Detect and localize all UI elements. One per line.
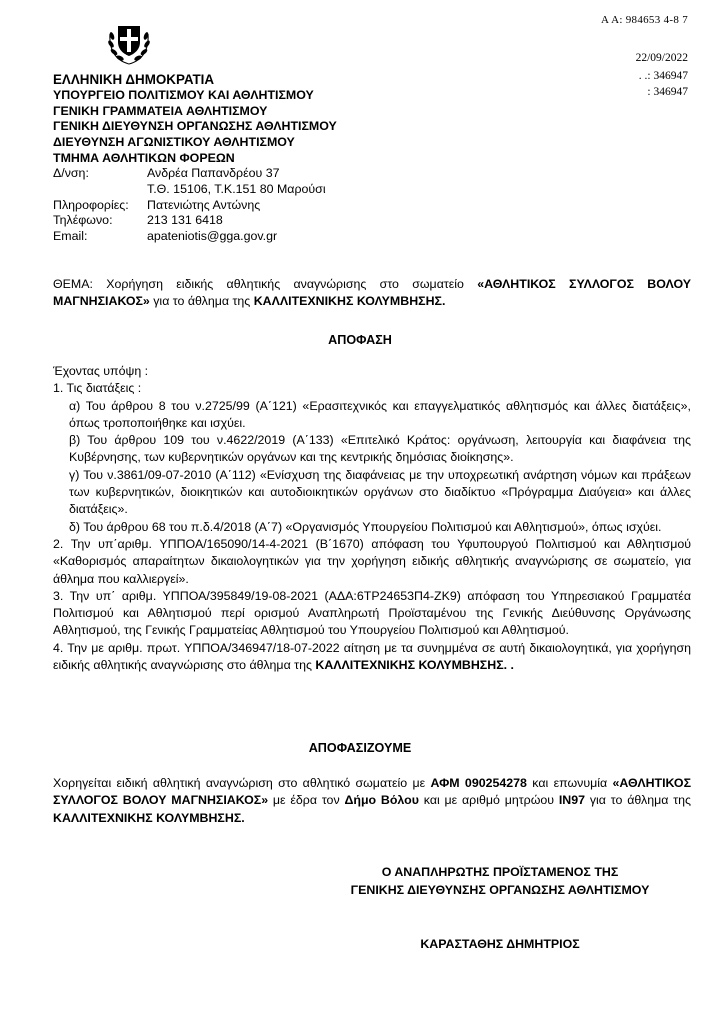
- signatory-name: ΚΑΡΑΣΤΑΘΗΣ ΔΗΜΗΤΡΙΟΣ: [420, 937, 580, 951]
- decision-paragraph: Χορηγείται ειδική αθλητική αναγνώριση στο αθλητικό σωματείο με ΑΦΜ 090254278 και επωνυμία «ΑΘΛΗΤΙΚΟΣ ΣΥΛΛΟΓΟΣ ΒΟΛΟΥ ΜΑΓΝΗΣΙΑΚΟΣ» με έδρα τον Δήμο Βόλου και με αριθμό μητρώου ΙΝ97 για το άθλημα της ΚΑΛΛΙΤΕΧΝΙΚΗΣ ΚΟΛΥΜΒΗΣΗΣ.: [53, 776, 692, 825]
- item-1-title: 1. Τις διατάξεις :: [53, 381, 142, 396]
- greek-coat-of-arms-emblem: [106, 18, 152, 66]
- item-2: 2. Την υπ΄αριθμ. ΥΠΠΟΑ/165090/14-4-2021 (Β΄1670) απόφαση του Υφυπουργού Πολιτισμού και Αθλητισμού «Καθορισμός απαραίτητων δικαιολογητικών για την χορήγηση ειδικής αθλητικής αναγνώρισης σε σωματείο, για άθλημα που καλλιεργεί».: [53, 536, 691, 586]
- club-name: «ΑΘΛΗΤΙΚΟΣ ΣΥΛΛΟΓΟΣ ΒΟΛΟΥ ΜΑΓΝΗΣΙΑΚΟΣ»: [53, 776, 692, 808]
- phone-label: Τηλέφωνο:: [53, 213, 113, 228]
- sport-name: ΚΑΛΛΙΤΕΧΝΙΚΗΣ ΚΟΛΥΜΒΗΣΗΣ.: [53, 810, 245, 825]
- item-1c: γ) Του ν.3861/09-07-2010 (Α΄112) «Ενίσχυση της διαφάνειας με την υποχρεωτική ανάρτηση νόμων και πράξεων των κυβερνητικών, διοικητικών και αυτοδιοικητικών οργάνων στο διαδίκτυο «Πρόγραμμα Διαύγεια» και άλλες διατάξεις».: [69, 467, 691, 517]
- info-label: Πληροφορίες:: [53, 197, 129, 212]
- letterhead-line: ΤΜΗΜΑ ΑΘΛΗΤΙΚΩΝ ΦΟΡΕΩΝ: [53, 150, 235, 165]
- address-line: Ανδρέα Παπανδρέου 37: [147, 166, 280, 180]
- email-link[interactable]: apateniotis@gga.gov.gr: [147, 229, 278, 244]
- protocol-number-line: Α Α: 984653 4-8 7: [601, 14, 688, 26]
- letterhead-line: ΔΙΕΥΘΥΝΣΗ ΑΓΩΝΙΣΤΙΚΟΥ ΑΘΛΗΤΙΣΜΟΥ: [53, 135, 295, 150]
- item-1d: δ) Του άρθρου 68 του π.δ.4/2018 (Α΄7) «Οργανισμός Υπουργείου Πολιτισμού και Αθλητισμού», όπως ισχύει.: [69, 519, 662, 534]
- afm-value: ΑΦΜ 090254278: [430, 776, 527, 790]
- signature-block: [330, 864, 670, 899]
- address-label: Δ/νση:: [53, 166, 89, 180]
- signatory-title: ΓΕΝΙΚΗΣ ΔΙΕΥΘΥΝΣΗΣ ΟΡΓΑΝΩΣΗΣ ΑΘΛΗΤΙΣΜΟΥ: [350, 882, 650, 897]
- phone-value: 213 131 6418: [147, 213, 223, 228]
- decision-heading: ΑΠΟΦΑΣΗ: [328, 333, 392, 347]
- document-date: 22/09/2022: [635, 52, 688, 64]
- item-3: 3. Την υπ΄ αριθμ. ΥΠΠΟΑ/395849/19-08-2021 (ΑΔΑ:6ΤΡ24653Π4-ΖΚ9) απόφαση του Υπηρεσιακού Γραμματέα Πολιτισμού και Αθλητισμού περί ορισμού Αναπληρωτή Προϊσταμένου της Γενικής Διεύθυνσης Οργάνωσης Αθλητισμού, της Γενικής Γραμματείας Αθλητισμού του Υπουργείου Πολιτισμού και Αθλητισμού.: [53, 588, 691, 638]
- letterhead-line: ΓΕΝΙΚΗ ΓΡΑΜΜΑΤΕΙΑ ΑΘΛΗΤΙΣΜΟΥ: [53, 103, 268, 118]
- letterhead-line: ΥΠΟΥΡΓΕΙΟ ΠΟΛΙΤΙΣΜΟΥ ΚΑΙ ΑΘΛΗΤΙΣΜΟΥ: [53, 87, 314, 102]
- email-label: Email:: [53, 229, 88, 244]
- club-name: «ΑΘΛΗΤΙΚΟΣ ΣΥΛΛΟΓΟΣ ΒΟΛΟΥ ΜΑΓΝΗΣΙΑΚΟΣ»: [53, 277, 692, 309]
- letterhead-line: ΕΛΛΗΝΙΚΗ ΔΗΜΟΚΡΑΤΙΑ: [53, 72, 215, 87]
- sport-name: ΚΑΛΛΙΤΕΧΝΙΚΗΣ ΚΟΛΥΜΒΗΣΗΣ.: [253, 294, 446, 309]
- we-decide-heading: ΑΠΟΦΑΣΙΖΟΥΜΕ: [308, 741, 412, 755]
- considering-label: Έχοντας υπόψη :: [53, 364, 149, 378]
- seat-value: Δήμο Βόλου: [344, 793, 419, 808]
- registry-number: ΙΝ97: [558, 793, 586, 808]
- contact-block: [53, 166, 326, 245]
- protocol-ref-line: . .: 346947: [638, 70, 688, 82]
- letterhead: [53, 72, 337, 167]
- protocol-ref-line-2: : 346947: [647, 86, 688, 98]
- item-1b: β) Του άρθρου 109 του ν.4622/2019 (Α΄133) «Επιτελικό Κράτος: οργάνωση, λειτουργία και διαφάνεια της Κυβέρνησης, των κυβερνητικών οργάνων και της κεντρικής δημόσιας διοίκησης».: [69, 433, 691, 465]
- address-line: Τ.Θ. 15106, Τ.Κ.151 80 Μαρούσι: [147, 181, 326, 196]
- item-1a: α) Του άρθρου 8 του ν.2725/99 (Α΄121) «Ερασιτεχνικός και επαγγελματικός αθλητισμός και άλλες διατάξεις», όπως τροποποιήθηκε και ισχύει.: [69, 398, 691, 430]
- subject-paragraph: ΘΕΜΑ: Χορήγηση ειδικής αθλητικής αναγνώρισης στο σωματείο «ΑΘΛΗΤΙΚΟΣ ΣΥΛΛΟΓΟΣ ΒΟΛΟΥ ΜΑΓΝΗΣΙΑΚΟΣ» για το άθλημα της ΚΑΛΛΙΤΕΧΝΙΚΗΣ ΚΟΛΥΜΒΗΣΗΣ.: [53, 277, 692, 309]
- considerations: [53, 363, 691, 674]
- info-value: Πατενιώτης Αντώνης: [147, 197, 261, 212]
- signatory-title: Ο ΑΝΑΠΛΗΡΩΤΗΣ ΠΡΟΪΣΤΑΜΕΝΟΣ ΤΗΣ: [381, 865, 619, 879]
- item-4: 4. Την με αριθμ. πρωτ. ΥΠΠΟΑ/346947/18-07-2022 αίτηση με τα συνημμένα σε αυτή δικαιολογητικά, για χορήγηση ειδικής αθλητικής αναγνώρισης στο άθλημα της ΚΑΛΛΙΤΕΧΝΙΚΗΣ ΚΟΛΥΜΒΗΣΗΣ. .: [53, 640, 691, 673]
- letterhead-line: ΓΕΝΙΚΗ ΔΙΕΥΘΥΝΣΗ ΟΡΓΑΝΩΣΗΣ ΑΘΛΗΤΙΣΜΟΥ: [53, 119, 337, 134]
